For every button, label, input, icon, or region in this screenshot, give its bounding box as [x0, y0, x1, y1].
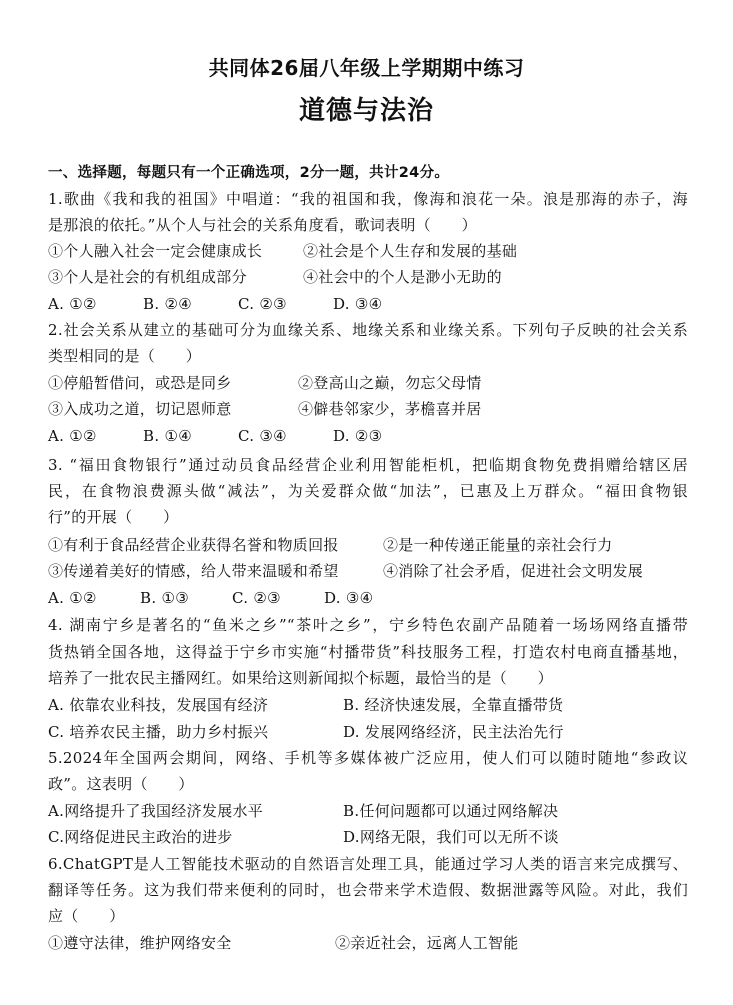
q5-option-a[interactable]: A.网络提升了我国经济发展水平	[48, 802, 264, 820]
q1-items-row-1	[48, 241, 688, 261]
q4-option-c[interactable]: C. 培养农民主播，助力乡村振兴	[48, 723, 269, 741]
q4-options-row-2	[48, 722, 688, 742]
q3-options	[48, 588, 688, 608]
q1-items-row-2	[48, 267, 688, 287]
q1-stem-line-2: 是那浪的依托。”从个人与社会的关系角度看，歌词表明（ ）	[48, 216, 477, 234]
q6-items-row-1	[48, 933, 688, 953]
q3-option-a[interactable]: A. ①②	[48, 589, 97, 607]
q1-item-2: ②社会是个人生存和发展的基础	[303, 242, 518, 260]
q4-options-row-1	[48, 695, 688, 715]
q5-option-d[interactable]: D.网络无限，我们可以无所不谈	[343, 828, 559, 846]
q5-stem-line-1: 5.2024年全国两会期间，网络、手机等多媒体被广泛应用，使人们可以随时随地“参政议	[48, 749, 688, 767]
q4-stem-line-2: 货热销全国各地，这得益于宁乡市实施“村播带货”科技服务工程，打造农村电商直播基地，	[48, 643, 688, 661]
q3-items-row-1	[48, 535, 688, 555]
q2-items-row-1	[48, 373, 688, 393]
q1-stem-line-1: 1.歌曲《我和我的祖国》中唱道：“我的祖国和我，像海和浪花一朵。浪是那海的赤子，海	[48, 190, 688, 208]
q1-item-4: ④社会中的个人是渺小无助的	[303, 268, 502, 286]
q6-stem-line-1: 6.ChatGPT是人工智能技术驱动的自然语言处理工具，能通过学习人类的语言来完成撰写、	[48, 855, 688, 873]
q5-stem-line-2: 政”。这表明（ ）	[48, 775, 194, 793]
q6-item-2: ②亲近社会，远离人工智能	[335, 934, 519, 952]
q3-option-d[interactable]: D. ③④	[324, 589, 374, 607]
q2-stem-line-2: 类型相同的是（ ）	[48, 347, 202, 365]
q3-item-2: ②是一种传递正能量的亲社会行力	[383, 536, 613, 554]
q1-item-1: ①个人融入社会一定会健康成长	[48, 242, 263, 260]
q2-item-4: ④僻巷邻家少，茅檐喜并居	[298, 400, 482, 418]
q2-item-2: ②登高山之巅，勿忘父母情	[298, 374, 482, 392]
q6-item-1: ①遵守法律，维护网络安全	[48, 934, 232, 952]
q5-options-row-1	[48, 801, 688, 821]
q4-stem-line-3: 培养了一批农民主播网红。如果给这则新闻拟个标题，最恰当的是（ ）	[48, 669, 553, 687]
q1-option-c[interactable]: C. ②③	[238, 295, 287, 313]
q1-option-d[interactable]: D. ③④	[333, 295, 383, 313]
q3-option-c[interactable]: C. ②③	[232, 589, 281, 607]
q4-option-a[interactable]: A. 依靠农业科技，发展国有经济	[48, 696, 269, 714]
q4-stem-line-1: 4. 湖南宁乡是著名的“鱼米之乡”“茶叶之乡”，宁乡特色农副产品随着一场场网络直播带	[48, 616, 688, 634]
q2-option-a[interactable]: A. ①②	[48, 427, 97, 445]
q2-item-3: ③入成功之道，切记恩师意	[48, 400, 232, 418]
q3-option-b[interactable]: B. ①③	[140, 589, 189, 607]
q1-option-a[interactable]: A. ①②	[48, 295, 97, 313]
q3-stem-line-3: 行”的开展（ ）	[48, 508, 179, 526]
q5-option-c[interactable]: C.网络促进民主政治的进步	[48, 828, 233, 846]
q1-item-3: ③个人是社会的有机组成部分	[48, 268, 247, 286]
section-heading: 一、选择题，每题只有一个正确选项，2分一题，共计24分。	[48, 165, 450, 181]
q2-stem-line-1: 2.社会关系从建立的基础可分为血缘关系、地缘关系和业缘关系。下列句子反映的社会关系	[48, 321, 688, 339]
q2-option-b[interactable]: B. ①④	[143, 427, 192, 445]
q5-option-b[interactable]: B.任何问题都可以通过网络解决	[343, 802, 559, 820]
q3-items-row-2	[48, 561, 688, 581]
exam-title: 共同体26届八年级上学期期中练习	[208, 56, 525, 80]
q1-option-b[interactable]: B. ②④	[143, 295, 192, 313]
q2-option-d[interactable]: D. ②③	[333, 427, 383, 445]
subject-title: 道德与法治	[298, 96, 434, 126]
q6-stem-line-3: 应（ ）	[48, 907, 125, 925]
q4-option-b[interactable]: B. 经济快速发展，全靠直播带货	[343, 696, 564, 714]
q1-options	[48, 294, 688, 314]
q3-item-3: ③传递着美好的情感，给人带来温暖和希望	[48, 562, 339, 580]
q6-stem-line-2: 翻译等任务。这为我们带来便利的同时，也会带来学术造假、数据泄露等风险。对此，我们	[48, 881, 688, 899]
q5-options-row-2	[48, 827, 688, 847]
q2-item-1: ①停船暂借问，或恐是同乡	[48, 374, 232, 392]
q3-item-4: ④消除了社会矛盾，促进社会文明发展	[383, 562, 644, 580]
q3-stem-line-1: 3. “福田食物银行”通过动员食品经营企业利用智能柜机，把临期食物免费捐赠给辖区居	[48, 456, 688, 474]
q2-option-c[interactable]: C. ③④	[238, 427, 287, 445]
q2-items-row-2	[48, 399, 688, 419]
q3-stem-line-2: 民，在食物浪费源头做“减法”，为关爱群众做“加法”，已惠及上万群众。“福田食物银	[48, 482, 688, 500]
q3-item-1: ①有利于食品经营企业获得名誉和物质回报	[48, 536, 339, 554]
q2-options	[48, 426, 688, 446]
q4-option-d[interactable]: D. 发展网络经济，民主法治先行	[343, 723, 564, 741]
